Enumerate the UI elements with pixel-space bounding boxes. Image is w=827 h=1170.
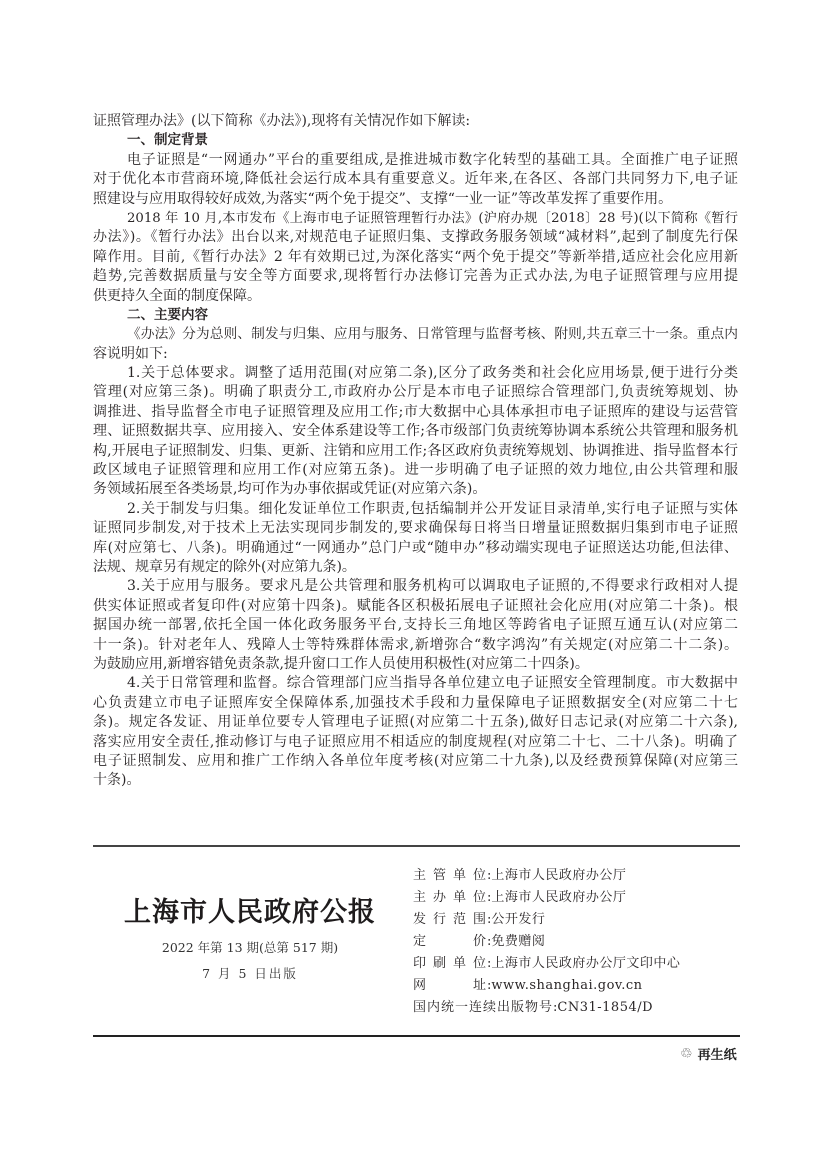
text-line: 《办法》分为总则、制发与归集、应用与服务、日常管理与监督考核、附则,共五章三十一条。重点内 [127,326,738,343]
info-value: 公开发行 [491,912,546,927]
publication-title: 上海市人民政府公报 [124,897,376,928]
info-label: 发行范围 [413,912,487,927]
info-row [413,887,680,909]
section-heading: 一、制定背景 [127,132,208,149]
text-line: 十一条)。针对老年人、残障人士等特殊群体需求,新增弥合“数字鸿沟”有关规定(对应第二十二条)。 [93,636,738,653]
info-row [413,931,680,953]
publication-info [413,865,680,1019]
info-row [413,953,680,975]
text-line: 构,开展电子证照制发、归集、更新、注销和应用工作;各区政府负责统筹规划、协调推进、指导监督本行 [93,442,738,459]
info-row [413,975,680,997]
info-separator: : [487,934,492,949]
info-value: 上海市人民政府办公厅 [491,868,627,883]
footer-bottom-rule [93,1035,740,1037]
text-line: 证照同步制发,对于技术上无法实现同步制发的,要求确保每日将当日增量证照数据归集到市电子证照 [93,520,738,537]
info-row [413,909,680,931]
info-label: 网址 [413,978,487,993]
text-line: 障作用。目前,《暂行办法》2 年有效期已过,为深化落实“两个免于提交”等新举措,适应社会化应用新 [93,248,738,265]
info-value: CN31-1854/D [557,1000,654,1015]
issue-number: 2022 年第 13 期(总第 517 期) [161,940,339,955]
text-line: 政区域电子证照管理和应用工作(对应第五条)。进一步明确了电子证照的效力地位,由公共管理和服 [93,462,738,479]
text-line: 2018 年 10 月,本市发布《上海市电子证照管理暂行办法》(沪府办规〔2018〕28 号)(以下简称《暂行 [127,210,738,226]
text-line: 照建设与应用取得较好成效,为落实“两个免于提交”、支撑“一业一证”等改革发挥了重要作用。 [93,190,673,207]
text-line: 落实应用安全责任,推动修订与电子证照应用不相适应的制度规程(对应第二十七、二十八条)。明确了 [93,733,738,750]
text-line: 趋势,完善数据质量与安全等方面要求,现将暂行办法修订完善为正式办法,为电子证照管理与应用提 [93,268,738,285]
text-line: 理、证照数据共享、应用接入、安全体系建设等工作;各市级部门负责统筹协调本系统公共管理和服务机 [93,423,738,440]
text-line: 务领域拓展至各类场景,均可作为办事依据或凭证(对应第六条)。 [93,481,487,498]
text-line: 对于优化本市营商环境,降低社会运行成本具有重要意义。近年来,在各区、各部门共同努力下,电子证 [93,171,738,188]
article-body [93,112,738,791]
info-separator: : [487,890,492,905]
recycled-paper-label: 再生纸 [697,1048,737,1063]
info-separator: : [487,978,492,993]
info-value: 上海市人民政府办公厅 [491,890,627,905]
text-line: 据国办统一部署,依托全国一体化政务服务平台,支持长三角地区等跨省电子证照互通互认(对应第二 [93,617,738,634]
info-label: 国内统一连续出版物号 [413,1000,554,1015]
text-line: 调推进、指导监督全市电子证照管理及应用工作;市大数据中心具体承担市电子证照库的建设与运营管 [93,403,738,420]
text-line: 4.关于日常管理和监督。综合管理部门应当指导各单位建立电子证照安全管理制度。市大数据中 [127,675,738,692]
text-line: 法规、规章另有规定的除外(对应第九条)。 [93,558,356,575]
text-line: 心负责建立市电子证照库安全保障体系,加强技术手段和力量保障电子证照数据安全(对应第二十七 [93,694,738,711]
info-label: 定价 [413,934,487,949]
text-line: 3.关于应用与服务。要求凡是公共管理和服务机构可以调取电子证照的,不得要求行政相对人提 [127,578,738,595]
text-line: 电子证照制发、应用和推广工作纳入各单位年度考核(对应第二十九条),以及经费预算保障(对应第三 [93,752,738,769]
masthead [100,895,400,983]
website-link[interactable]: www.shanghai.gov.cn [491,978,643,993]
info-separator: : [487,912,492,927]
info-value: 上海市人民政府办公厅文印中心 [491,956,681,971]
text-line: 电子证照是“一网通办”平台的重要组成,是推进城市数字化转型的基础工具。全面推广电子证照 [127,151,738,168]
footer-top-rule [93,845,740,847]
recycle-icon: ♲ [680,1045,693,1062]
publication-date: 7 月 5 日出版 [202,966,298,981]
text-line: 容说明如下: [93,345,168,362]
info-label: 印刷单位 [413,956,487,971]
text-line: 证照管理办法》(以下简称《办法》),现将有关情况作如下解读: [93,113,471,129]
text-line: 管理(对应第三条)。明确了职责分工,市政府办公厅是本市电子证照综合管理部门,负责统筹规划、协 [93,384,738,401]
text-line: 1.关于总体要求。调整了适用范围(对应第二条),区分了政务类和社会化应用场景,便于进行分类 [127,365,738,382]
section-heading: 二、主要内容 [127,306,208,323]
text-line: 2.关于制发与归集。细化发证单位工作职责,包括编制并公开发证目录清单,实行电子证照与实体 [127,500,738,517]
text-line: 办法》)。《暂行办法》出台以来,对规范电子证照归集、支撑政务服务领域“减材料”,起到了制度先行保 [93,229,738,246]
text-line: 供实体证照或者复印件(对应第十四条)。赋能各区积极拓展电子证照社会化应用(对应第二十条)。根 [93,597,738,614]
text-line: 十条)。 [93,772,141,789]
text-line: 库(对应第七、八条)。明确通过“一网通办”总门户或“随申办”移动端实现电子证照送达功能,但法律、 [93,539,738,556]
info-row [413,997,680,1019]
text-line: 条)。规定各发证、用证单位要专人管理电子证照(对应第二十五条),做好日志记录(对应第二十六条), [93,714,738,731]
info-label: 主管单位 [413,868,487,883]
info-row [413,865,680,887]
info-separator: : [487,868,492,883]
info-label: 主办单位 [413,890,487,905]
text-line: 为鼓励应用,新增容错免责条款,提升窗口工作人员使用积极性(对应第二十四条)。 [93,655,589,672]
info-value: 免费赠阅 [491,934,546,949]
recycled-paper-mark [680,1044,737,1063]
info-separator: : [553,1000,558,1015]
info-separator: : [487,956,492,971]
text-line: 供更持久全面的制度保障。 [93,287,261,304]
